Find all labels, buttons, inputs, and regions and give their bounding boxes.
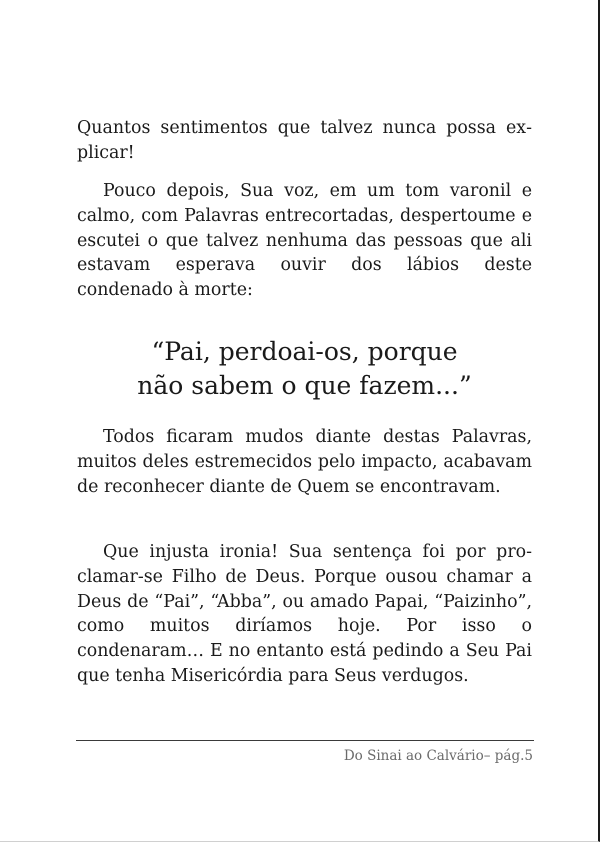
footer-divider	[76, 740, 534, 741]
paragraph-2-text: Pouco depois, Sua voz, em um tom varonil e calmo, com Palavras entrecortadas, despertoume e escutei o que talvez nenhuma das pessoas que ali estavam esperava ouvir dos lábios deste condenado à morte:	[77, 181, 532, 301]
paragraph-1	[77, 116, 532, 166]
paragraph-4-text: Que injusta ironia! Sua sentença foi por proclamar-se Filho de Deus. Porque ousou chamar a Deus de “Pai”, “Abba”, ou amado Papai, “Paizinho”, como muitos diríamos hoje. Por isso o condenaram… E no entanto está pedindo a Seu Pai que tenha Misericórdia para Seus verdugos.	[77, 542, 532, 686]
paragraph-2	[77, 179, 532, 303]
quote-line-2: não sabem o que fazem...”	[137, 371, 472, 400]
paragraph-3-text: Todos ficaram mudos diante destas Palavras, muitos deles estremecidos pelo impacto, acabavam de reconhecer diante de Quem se encontravam.	[77, 427, 532, 497]
paragraph-4	[77, 540, 532, 689]
page-footer: Do Sinai ao Calvário– pág.5	[343, 748, 533, 764]
jesus-quote	[77, 335, 532, 403]
quote-line-1: “Pai, perdoai-os, porque	[151, 337, 458, 366]
paragraph-1-text: Quantos sentimentos que talvez nunca possa explicar!	[77, 118, 532, 163]
paragraph-3	[77, 425, 532, 499]
